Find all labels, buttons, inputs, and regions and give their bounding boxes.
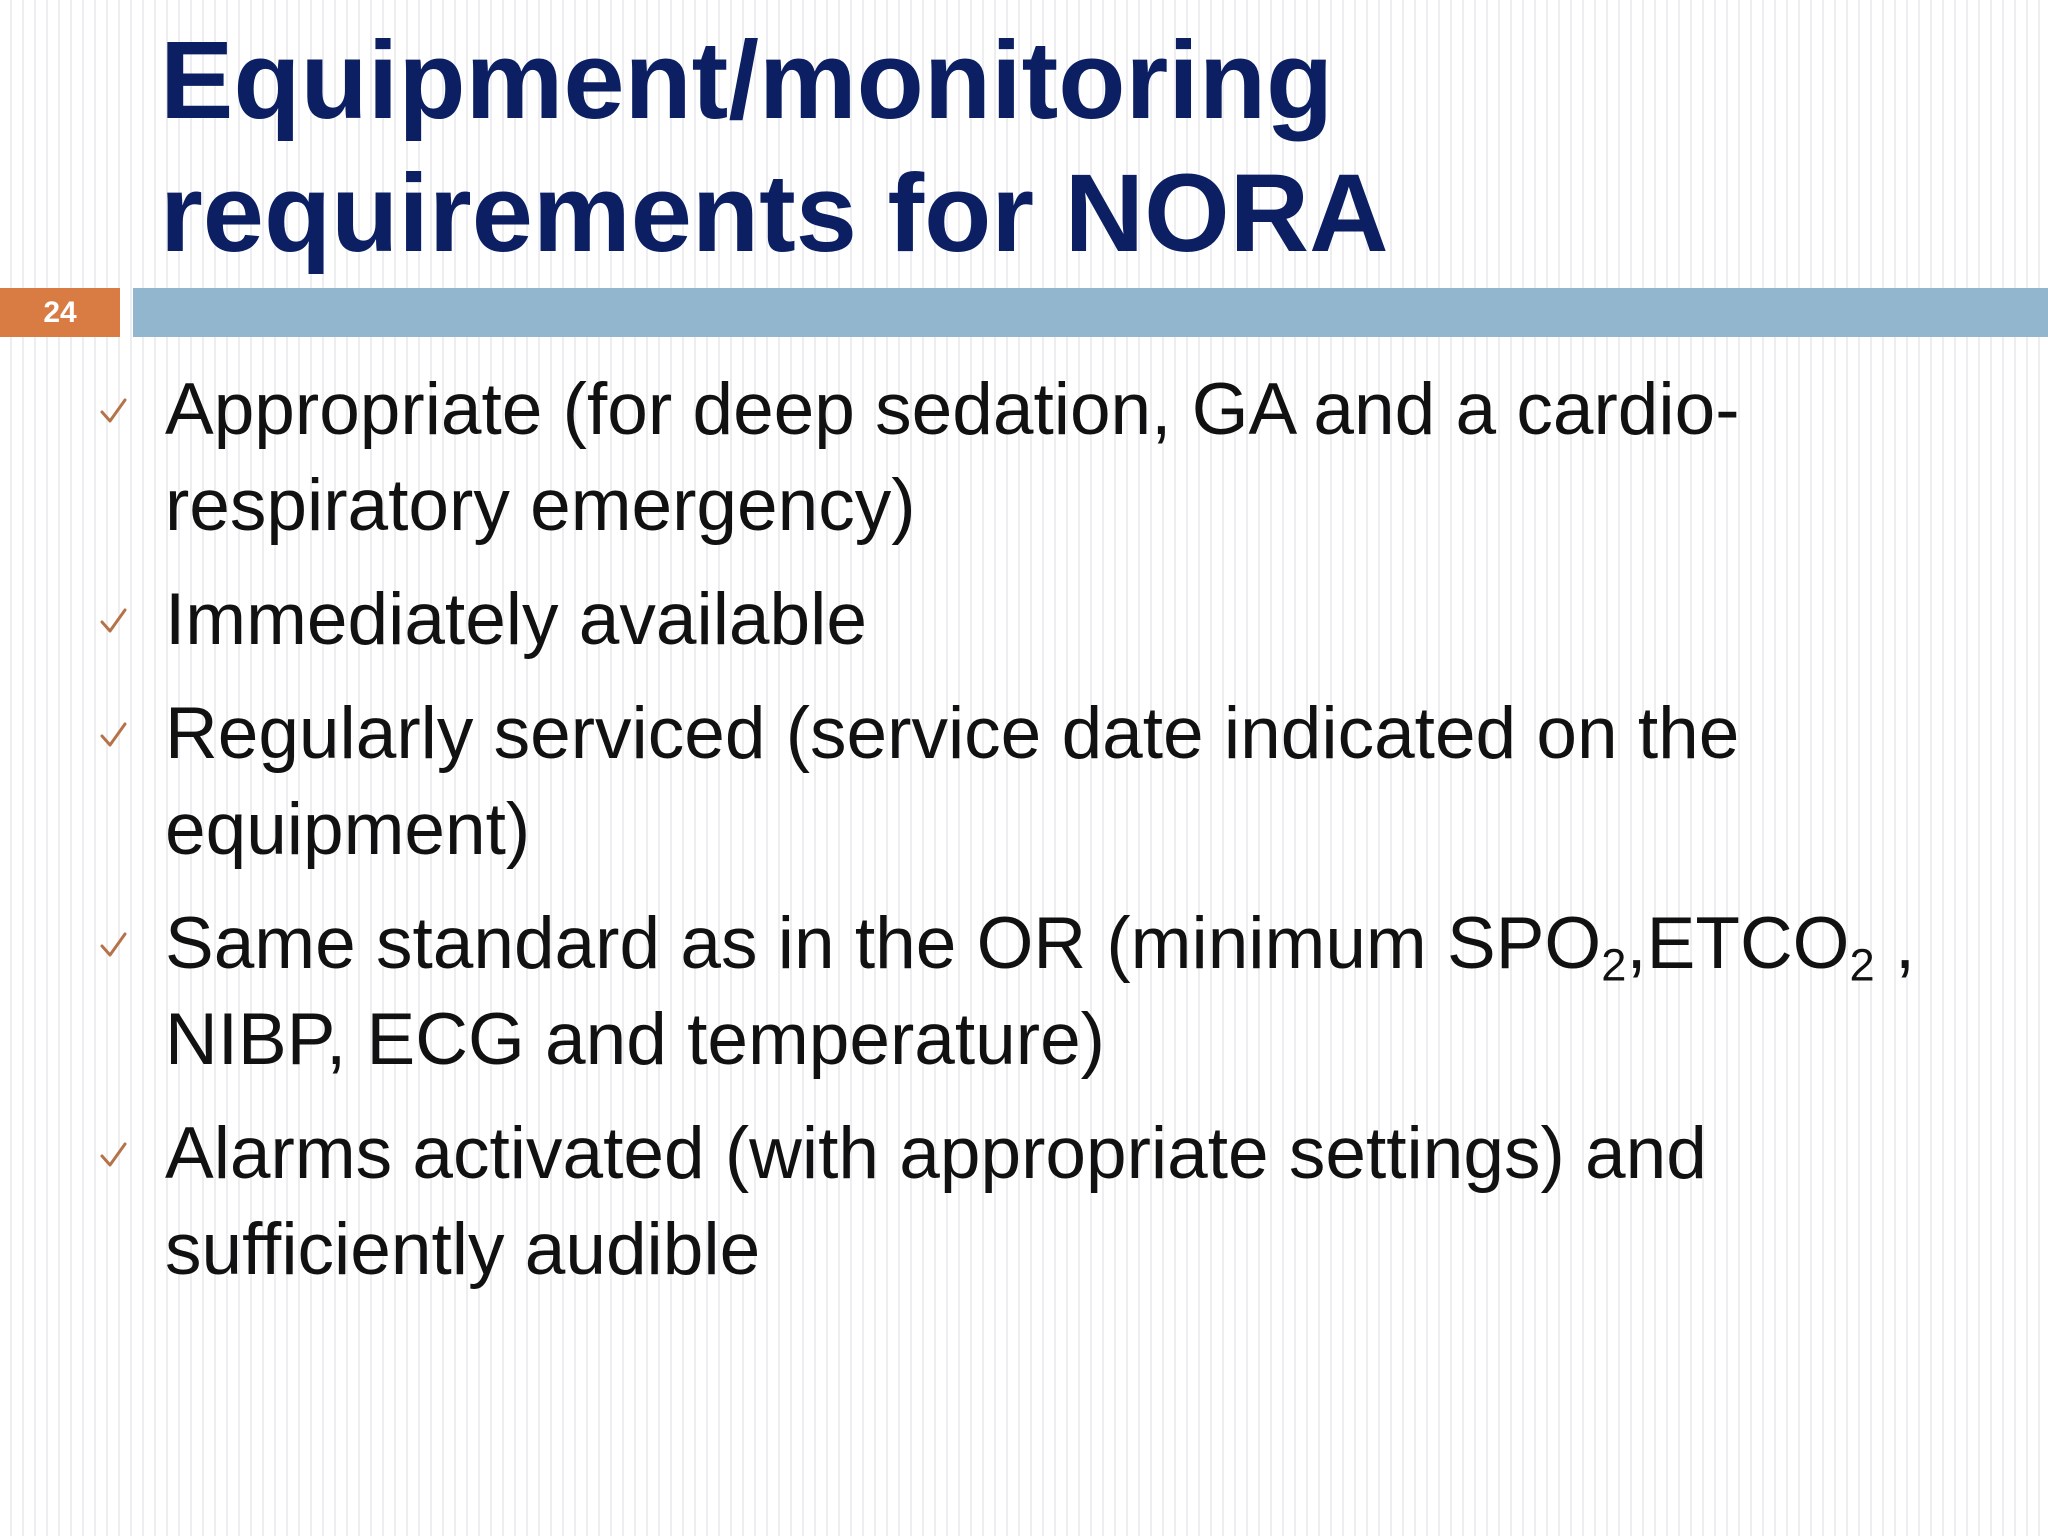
title-divider-bar — [133, 288, 2048, 337]
check-icon — [98, 720, 128, 750]
bullet-list — [0, 362, 2048, 1316]
bullet-text-part: ,ETCO — [1626, 903, 1850, 984]
bullet-text-part: , NIBP, ECG and temperature) — [165, 903, 1916, 1080]
subscript-2: 2 — [1849, 939, 1875, 991]
check-icon — [98, 606, 128, 636]
bullet-text-part: Same standard as in the OR (minimum SPO — [165, 903, 1602, 984]
bullet-text — [165, 903, 1915, 1080]
subscript-2: 2 — [1601, 939, 1627, 991]
bullet-text: Immediately available — [165, 579, 867, 660]
bullet-item — [0, 686, 2048, 878]
bullet-text: Alarms activated (with appropriate settings) and sufficiently audible — [165, 1113, 1707, 1290]
slide-title: Equipment/monitoring requirements for NORA — [160, 19, 1389, 275]
check-icon — [98, 396, 128, 426]
check-icon — [98, 930, 128, 960]
slide-number: 24 — [0, 288, 120, 337]
bullet-item — [0, 1106, 2048, 1298]
check-icon — [98, 1140, 128, 1170]
bullet-item — [0, 362, 2048, 554]
bullet-item — [0, 896, 2048, 1088]
bullet-text: Regularly serviced (service date indicated on the equipment) — [165, 693, 1740, 870]
bullet-text: Appropriate (for deep sedation, GA and a cardio-respiratory emergency) — [165, 369, 1740, 546]
bullet-item — [0, 572, 2048, 668]
